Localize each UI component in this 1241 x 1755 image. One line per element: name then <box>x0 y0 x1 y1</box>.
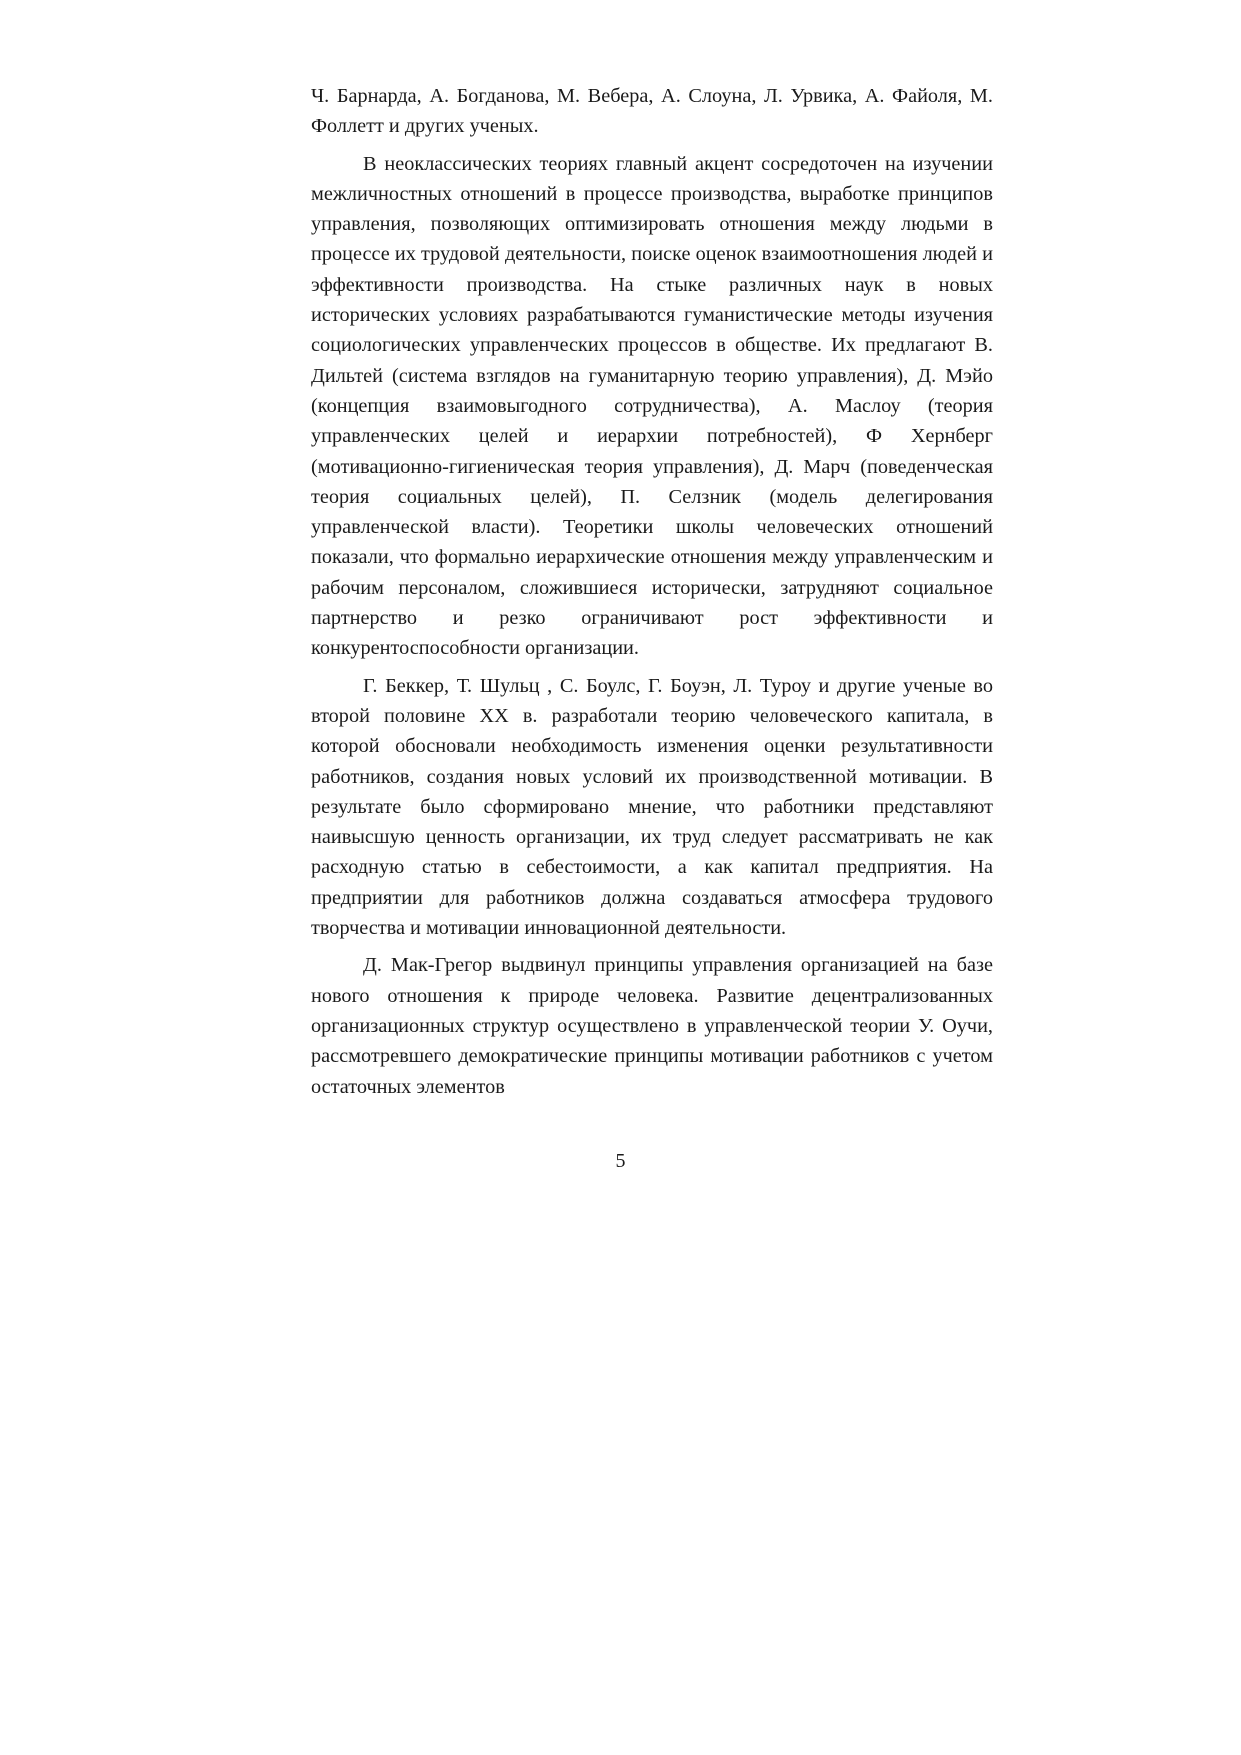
page-number: 5 <box>615 1150 626 1172</box>
paragraph-neoclassical-theories: В неоклассических теориях главный акцент сосредоточен на изучении межличностных отношений в процессе производства, выработке принципов управления, позволяющих оптимизировать отношения между людьми в процессе их трудовой деятельности, поиске оценок взаимоотношения людей и эффективности производства. На стыке различных наук в новых исторических условиях разрабатываются гуманистические методы изучения социологических управленческих процессов в обществе. Их предлагают В. Дильтей (система взглядов на гуманитарную теорию управления), Д. Мэйо (концепция взаимовыгодного сотрудничества), А. Маслоу (теория управленческих целей и иерархии потребностей), Ф Хернберг (мотивационно-гигиеническая теория управления), Д. Марч (поведенческая теория социальных целей), П. Селзник (модель делегирования управленческой власти). Теоретики школы человеческих отношений показали, что формально иерархические отношения между управленческим и рабочим персоналом, сложившиеся исторически, затрудняют социальное партнерство и резко ограничивают рост эффективности и конкурентоспособности организации. <box>311 152 993 660</box>
paragraph-continuation: Ч. Барнарда, А. Богданова, М. Вебера, А. Слоуна, Л. Урвика, А. Файоля, М. Фоллетт и других ученых. <box>311 85 993 138</box>
paragraph-human-capital: Г. Беккер, Т. Шульц , С. Боулс, Г. Боуэн, Л. Туроу и другие ученые во второй половине XX в. разработали теорию человеческого капитала, в которой обосновали необходимость изменения оценки результативности работников, создания новых условий их производственной мотивации. В результате было сформировано мнение, что работники представляют наивысшую ценность организации, их труд следует рассматривать не как расходную статью в себестоимости, а как капитал предприятия. На предприятии для работников должна создаваться атмосфера трудового творчества и мотивации инновационной деятельности. <box>311 674 993 940</box>
paragraph-mcgregor: Д. Мак-Грегор выдвинул принципы управления организацией на базе нового отношения к природе человека. Развитие децентрализованных организационных структур осуществлено в управленческой теории У. Оучи, рассмотревшего демократические принципы мотивации работников с учетом остаточных элементов <box>311 954 993 1098</box>
body-text <box>311 81 993 1102</box>
